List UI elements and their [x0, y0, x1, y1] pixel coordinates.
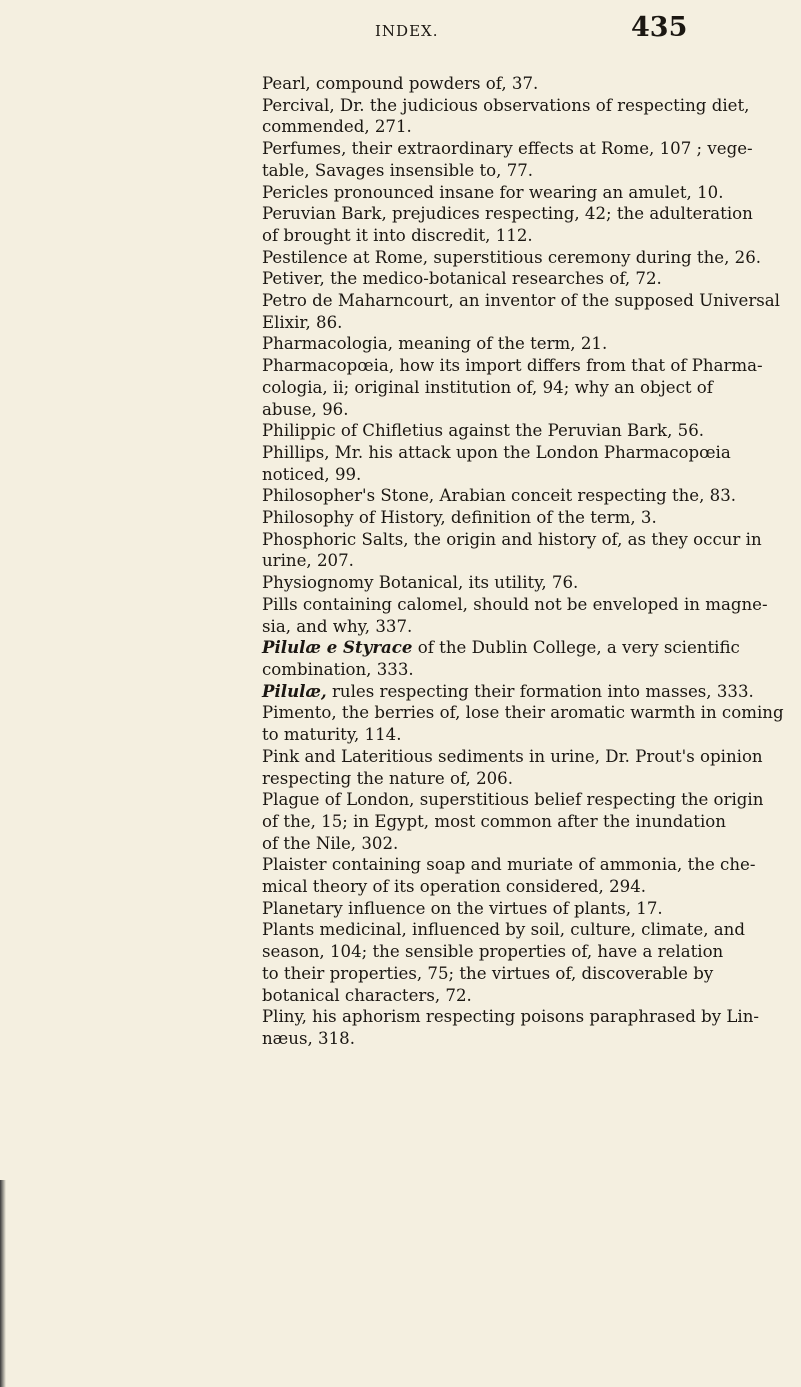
index-entry-line [262, 680, 754, 703]
index-entry-line [262, 746, 763, 768]
index-entry-line [262, 594, 768, 616]
index-entry [0, 203, 753, 246]
index-list [0, 73, 801, 1050]
index-entry-line [262, 203, 753, 225]
index-entry-line [262, 854, 756, 876]
index-entry [0, 702, 784, 745]
index-entry-line [262, 116, 686, 138]
index-entry-text: Pimento, the berries of, lose their aromatic warmth in coming [262, 703, 784, 723]
index-entry [0, 680, 754, 703]
index-entry [0, 572, 686, 594]
index-entry-text: Philosopher's Stone, Arabian conceit respecting the, 83. [262, 486, 737, 506]
index-entry [0, 507, 686, 529]
index-entry-text: Pericles pronounced insane for wearing an amulet, 10. [262, 182, 724, 202]
index-entry-line [262, 768, 686, 790]
index-entry-text: Petro de Maharncourt, an inventor of the supposed Universal [262, 291, 780, 311]
index-entry-text: Pharmacologia, meaning of the term, 21. [262, 334, 608, 354]
index-entry-line [262, 963, 714, 985]
index-entry [0, 73, 686, 95]
index-entry-text: abuse, 96. [262, 399, 349, 419]
index-entry-line [262, 811, 726, 833]
index-entry [0, 268, 686, 290]
index-entry-line [262, 464, 686, 486]
index-entry-line [262, 138, 753, 160]
index-entry-text: Philippic of Chifletius against the Peruvian Bark, 56. [262, 421, 705, 441]
index-entry-line [262, 1006, 759, 1028]
index-entry [0, 355, 763, 420]
index-entry-line [262, 268, 686, 290]
index-entry-text: of brought it into discredit, 112. [262, 225, 533, 245]
index-entry-heading: Pilulæ, [262, 680, 327, 701]
index-entry-text: Plaister containing soap and muriate of ammonia, the che- [262, 855, 756, 875]
page-header [0, 10, 801, 46]
index-entry-line [262, 702, 784, 724]
index-entry-line [262, 637, 740, 659]
page-number: 435 [631, 12, 688, 43]
index-entry-line [262, 225, 686, 247]
index-entry [0, 746, 763, 789]
index-entry-line [262, 485, 737, 507]
index-entry [0, 95, 750, 138]
index-entry-text: of the Dublin College, a very scientific [412, 638, 740, 658]
index-entry [0, 854, 756, 897]
index-entry-text: Planetary influence on the virtues of plants, 17. [262, 898, 663, 918]
index-entry-text: Percival, Dr. the judicious observations of respecting diet, [262, 95, 750, 115]
index-entry-line [262, 616, 686, 638]
index-entry-line [262, 724, 686, 746]
index-entry [0, 420, 705, 442]
index-entry-text: Pills containing calomel, should not be enveloped in magne- [262, 594, 768, 614]
index-entry-text: season, 104; the sensible properties of, have a relation [262, 942, 724, 962]
running-head: INDEX. [375, 22, 439, 40]
index-entry [0, 138, 753, 181]
index-entry-text: to maturity, 114. [262, 725, 402, 745]
index-entry [0, 919, 745, 1006]
index-entry-line [262, 95, 750, 117]
index-entry [0, 529, 762, 572]
index-entry [0, 1006, 759, 1049]
index-entry-text: Plague of London, superstitious belief respecting the origin [262, 790, 764, 810]
index-entry-text: Elixir, 86. [262, 312, 343, 332]
index-entry-text: Physiognomy Botanical, its utility, 76. [262, 573, 579, 593]
index-entry-text: Plants medicinal, influenced by soil, culture, climate, and [262, 920, 745, 940]
index-entry-text: Phosphoric Salts, the origin and history of, as they occur in [262, 529, 762, 549]
index-entry-line [262, 789, 764, 811]
index-entry [0, 898, 686, 920]
index-entry-text: sia, and why, 337. [262, 616, 413, 636]
index-entry-text: Pestilence at Rome, superstitious ceremony during the, 26. [262, 247, 762, 267]
index-entry-line [262, 898, 686, 920]
index-entry-text: cologia, ii; original institution of, 94; why an object of [262, 377, 713, 397]
index-entry-line [262, 420, 705, 442]
index-entry-line [262, 529, 762, 551]
index-entry-line [262, 572, 686, 594]
index-entry [0, 333, 686, 355]
index-entry-text: mical theory of its operation considered, 294. [262, 877, 647, 897]
index-entry-line [262, 659, 686, 681]
index-entry-text: respecting the nature of, 206. [262, 768, 514, 788]
index-entry [0, 637, 740, 680]
index-entry-line [262, 876, 686, 898]
index-entry [0, 594, 768, 637]
index-entry-text: Pharmacopœia, how its import differs from that of Pharma- [262, 356, 763, 376]
index-entry-line [262, 550, 686, 572]
index-entry-line [262, 247, 762, 269]
index-entry [0, 247, 762, 269]
index-entry-line [262, 941, 724, 963]
index-entry-line [262, 507, 686, 529]
index-entry-line [262, 1028, 686, 1050]
index-entry [0, 182, 724, 204]
index-entry-text: Perfumes, their extraordinary effects at Rome, 107 ; vege- [262, 139, 753, 159]
index-entry-line [262, 160, 686, 182]
page-edge-shadow [0, 1180, 6, 1387]
index-entry-text: commended, 271. [262, 117, 412, 137]
index-entry-text: Philosophy of History, definition of the term, 3. [262, 508, 657, 528]
index-entry-text: Pearl, compound powders of, 37. [262, 74, 539, 93]
index-entry-text: Peruvian Bark, prejudices respecting, 42; the adulteration [262, 204, 753, 224]
index-entry-text: Petiver, the medico-botanical researches of, 72. [262, 269, 662, 289]
index-entry-text: Phillips, Mr. his attack upon the London Pharmacopœia [262, 442, 731, 462]
index-entry-text: rules respecting their formation into masses, 333. [326, 681, 754, 701]
index-entry-line [262, 442, 731, 464]
index-entry-text: of the, 15; in Egypt, most common after the inundation [262, 811, 726, 831]
index-entry [0, 485, 737, 507]
index-entry-line [262, 833, 686, 855]
index-entry-line [262, 182, 724, 204]
index-entry-line [262, 377, 713, 399]
index-entry [0, 789, 764, 854]
index-entry-text: table, Savages insensible to, 77. [262, 160, 534, 180]
index-entry-text: noticed, 99. [262, 464, 362, 484]
index-entry-line [262, 290, 780, 312]
index-entry-line [262, 399, 686, 421]
index-entry-line [262, 312, 686, 334]
index-entry-line [262, 985, 686, 1007]
index-entry-line [262, 333, 686, 355]
index-entry-text: to their properties, 75; the virtues of, discoverable by [262, 963, 714, 983]
index-entry-text: Pliny, his aphorism respecting poisons paraphrased by Lin- [262, 1007, 759, 1027]
index-entry-text: combination, 333. [262, 659, 414, 679]
index-entry-text: botanical characters, 72. [262, 985, 472, 1005]
index-entry-text: Pink and Lateritious sediments in urine, Dr. Prout's opinion [262, 746, 763, 766]
index-entry [0, 442, 731, 485]
index-entry-line [262, 355, 763, 377]
index-entry-heading: Pilulæ e Styrace [262, 637, 413, 658]
index-entry-text: of the Nile, 302. [262, 833, 399, 853]
index-entry-line [262, 73, 686, 95]
index-entry-text: urine, 207. [262, 551, 354, 571]
index-entry-text: næus, 318. [262, 1028, 355, 1048]
index-entry-line [262, 919, 745, 941]
index-entry [0, 290, 780, 333]
